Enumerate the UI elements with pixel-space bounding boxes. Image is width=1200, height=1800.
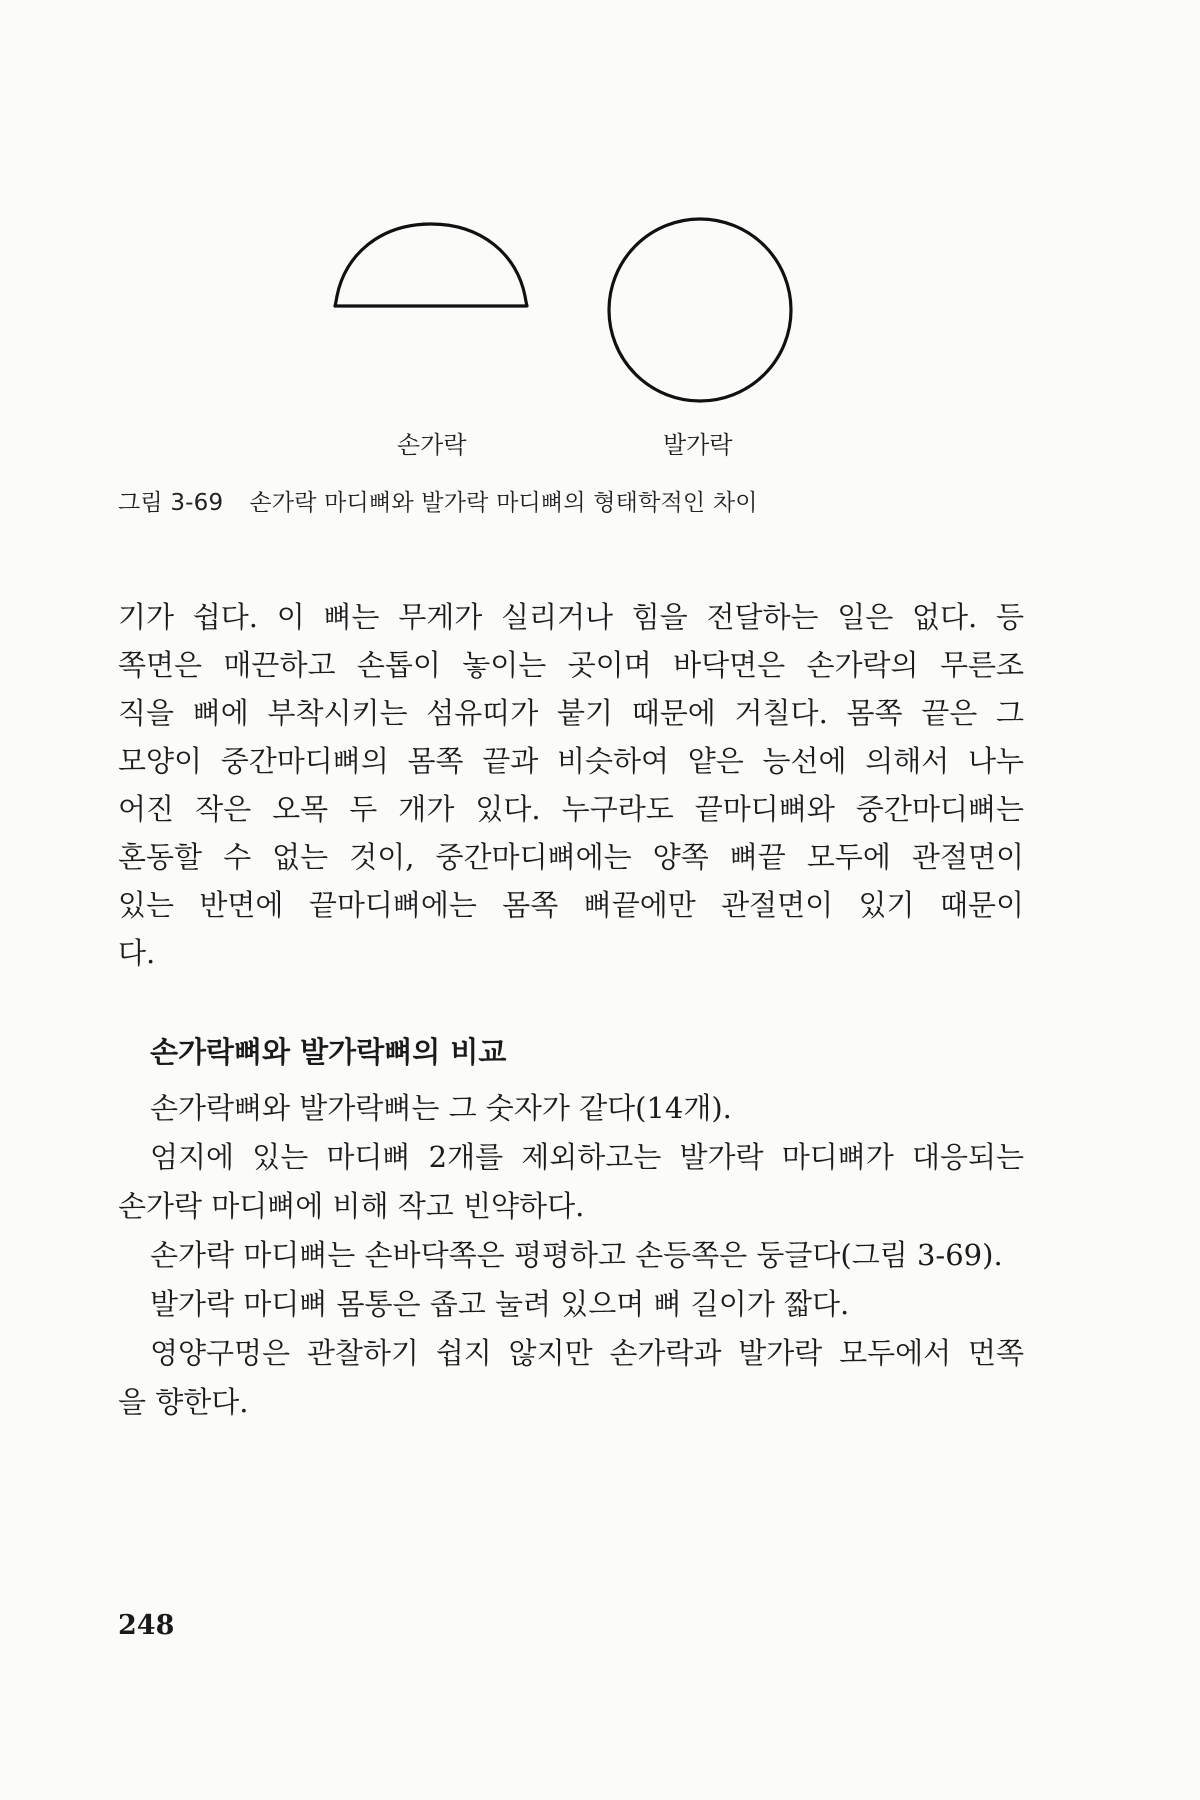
comparison-item: 엄지에 있는 마디뼈 2개를 제외하고는 발가락 마디뼈가 대응되는 [150,1140,1024,1174]
section-heading: 손가락뼈와 발가락뼈의 비교 [150,1035,507,1069]
page-number: 248 [118,1610,175,1641]
paragraph-line: 직을 뼈에 부착시키는 섬유띠가 붙기 때문에 거칠다. 몸쪽 끝은 그 [118,696,1024,730]
comparison-item: 영양구멍은 관찰하기 쉽지 않지만 손가락과 발가락 모두에서 먼쪽 [150,1336,1024,1370]
comparison-item: 손가락 마디뼈는 손바닥쪽은 평평하고 손등쪽은 둥글다(그림 3-69). [150,1238,1003,1272]
comparison-list [118,1084,1024,1427]
comparison-item-continued: 손가락 마디뼈에 비해 작고 빈약하다. [118,1189,585,1223]
caption-label: 그림 3-69 [118,490,224,516]
comparison-item: 손가락뼈와 발가락뼈는 그 숫자가 같다(14개). [150,1091,732,1125]
figure-3-69 [0,0,1200,470]
comparison-item-continued: 을 향한다. [118,1385,249,1419]
comparison-item: 발가락 마디뼈 몸통은 좁고 눌려 있으며 뼈 길이가 짧다. [150,1287,850,1321]
paragraph-line: 혼동할 수 없는 것이, 중간마디뼈에는 양쪽 뼈끝 모두에 관절면이 [118,840,1024,874]
paragraph-line: 쪽면은 매끈하고 손톱이 놓이는 곳이며 바닥면은 손가락의 무른조 [118,648,1024,682]
figure-caption [118,484,758,517]
paragraph-line: 있는 반면에 끝마디뼈에는 몸쪽 뼈끝에만 관절면이 있기 때문이 [118,888,1024,922]
caption-text: 손가락 마디뼈와 발가락 마디뼈의 형태학적인 차이 [249,490,758,516]
figure-label-finger: 손가락 [397,431,467,459]
paragraph-line: 어진 작은 오목 두 개가 있다. 누구라도 끝마디뼈와 중간마디뼈는 [118,792,1024,826]
paragraph-line: 모양이 중간마디뼈의 몸쪽 끝과 비슷하여 얕은 능선에 의해서 나누 [118,744,1024,778]
paragraph-line: 다. [118,936,156,970]
cross-section-diagram [0,0,1200,470]
figure-label-toe: 발가락 [663,431,733,459]
paragraph-line: 기가 쉽다. 이 뼈는 무게가 실리거나 힘을 전달하는 일은 없다. 등 [118,600,1024,634]
body-paragraph [118,593,1024,977]
toe-phalanx-circle [609,219,791,401]
finger-phalanx-semicircle [335,224,527,306]
